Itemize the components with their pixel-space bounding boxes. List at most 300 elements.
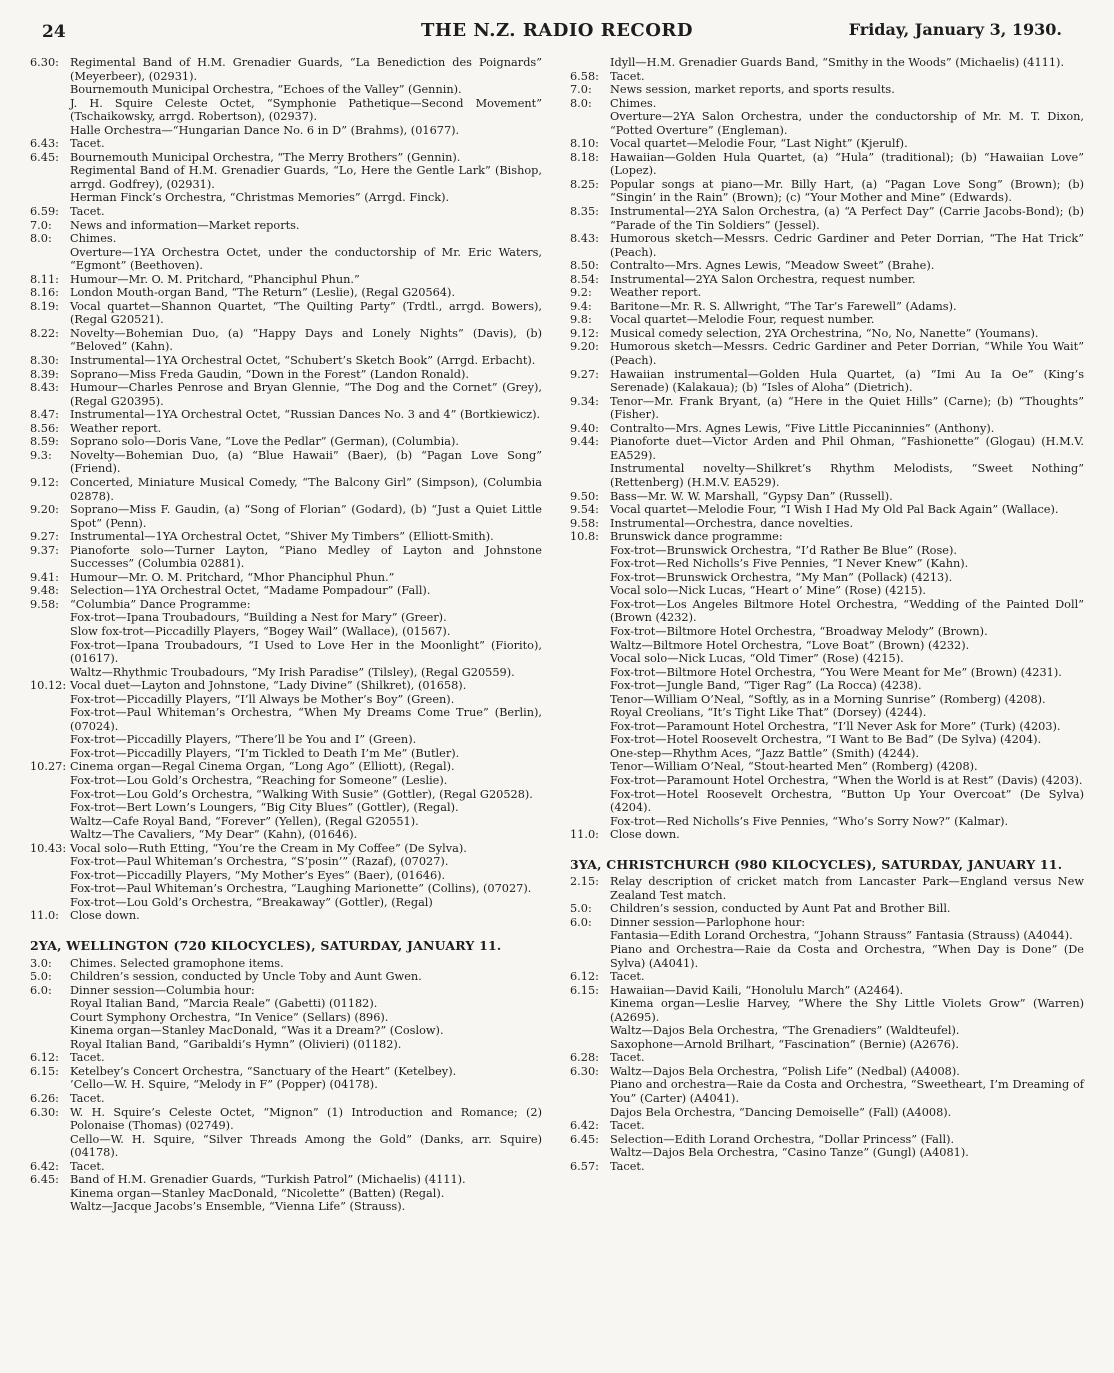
listing-entry: [30, 83, 542, 97]
listing-entry: [30, 503, 542, 530]
entry-text: Selection—1YA Orchestral Octet, “Madame Pompadour” (Fall).: [70, 584, 431, 598]
entry-time: 9.27:: [30, 530, 59, 544]
entry-time: 8.19:: [30, 299, 59, 313]
listing-entry: [570, 435, 1084, 462]
listing-entry: [570, 313, 1084, 327]
entry-text: Vocal quartet—Melodie Four, “I Wish I Had My Old Pal Back Again” (Wallace).: [610, 503, 1059, 517]
entry-time: 6.45:: [30, 150, 59, 164]
listing-entry: [570, 544, 1084, 558]
entry-text: Tacet.: [70, 1159, 105, 1173]
entry-time: 8.11:: [30, 272, 59, 286]
listing-entry: [30, 1065, 542, 1079]
listing-entry: [30, 435, 542, 449]
entry-text: Waltz—Dajos Bela Orchestra, “Polish Life” (Nedbal) (A4008).: [610, 1064, 960, 1078]
listing-entry: [570, 56, 1084, 70]
listing-entry: [570, 273, 1084, 287]
listing-entry: [30, 408, 542, 422]
listing-entry: [30, 957, 542, 971]
listing-entry: [570, 300, 1084, 314]
listing-entry: [30, 611, 542, 625]
listing-entry: [30, 191, 542, 205]
entry-text: Dinner session—Parlophone hour:: [610, 915, 806, 929]
entry-text: Soprano—Miss Freda Gaudin, “Down in the Forest” (Landon Ronald).: [70, 367, 469, 381]
entry-text: Bass—Mr. W. W. Marshall, “Gypsy Dan” (Russell).: [610, 489, 893, 503]
entry-time: 9.58:: [30, 597, 59, 611]
listing-entry: [30, 1200, 542, 1214]
listing-entry: [570, 517, 1084, 531]
entry-text: Vocal solo—Nick Lucas, “Old Timer” (Rose) (4215).: [610, 652, 904, 666]
listing-entry: [30, 774, 542, 788]
listing-entry: [30, 368, 542, 382]
entry-text: Contralto—Mrs. Agnes Lewis, “Meadow Sweet” (Brahe).: [610, 259, 935, 273]
entry-text: Chimes.: [610, 96, 657, 110]
listing-entry: [570, 1051, 1084, 1065]
entry-time: 5.0:: [570, 902, 592, 916]
entry-text: Novelty—Bohemian Duo, (a) “Happy Days and Lonely Nights” (Davis), (b) “Beloved” (Kahn).: [70, 326, 542, 354]
entry-time: 8.35:: [570, 205, 599, 219]
listing-entry: [30, 584, 542, 598]
entry-text: Dinner session—Columbia hour:: [70, 983, 255, 997]
listing-entry: [30, 530, 542, 544]
listing-entry: [570, 110, 1084, 137]
entry-time: 6.15:: [570, 983, 599, 997]
page-header: [0, 0, 1114, 50]
listing-entry: [30, 571, 542, 585]
entry-text: Novelty—Bohemian Duo, (a) “Blue Hawaii” (Baer), (b) “Pagan Love Song” (Friend).: [70, 448, 542, 476]
listing-entry: [30, 476, 542, 503]
entry-text: Tacet.: [610, 69, 645, 83]
entry-text: Vocal solo—Nick Lucas, “Heart o’ Mine” (Rose) (4215).: [610, 584, 926, 598]
page-number: 24: [42, 22, 66, 42]
entry-text: Pianoforte duet—Victor Arden and Phil Ohman, “Fashionette” (Glogau) (H.M.V. EA529).: [610, 435, 1084, 462]
entry-time: 9.41:: [30, 570, 59, 584]
listing-entry: [570, 571, 1084, 585]
entry-time: 9.12:: [570, 326, 599, 340]
entry-text: Fox-trot—Jungle Band, “Tiger Rag” (La Rocca) (4238).: [610, 679, 922, 693]
entry-time: 6.30:: [570, 1064, 599, 1078]
entry-time: 8.18:: [570, 150, 599, 164]
entry-time: 8.43:: [30, 381, 59, 395]
entry-time: 8.10:: [570, 137, 599, 151]
entry-text: Close down.: [610, 828, 680, 842]
entry-text: Selection—Edith Lorand Orchestra, “Dollar Princess” (Fall).: [610, 1132, 955, 1146]
listing-entry: [30, 760, 542, 774]
left-column: [30, 56, 542, 1214]
entry-time: 8.47:: [30, 408, 59, 422]
entry-text: Tacet.: [70, 1092, 105, 1106]
listing-entry: [30, 354, 542, 368]
entry-text: Vocal quartet—Melodie Four, request number.: [610, 313, 875, 327]
entry-time: 6.30:: [30, 1105, 59, 1119]
entry-time: 10.27:: [30, 760, 67, 774]
entry-text: W. H. Squire’s Celeste Octet, “Mignon” (1) Introduction and Romance; (2) Polonaise (Thomas) (02749).: [70, 1105, 542, 1133]
listing-entry: [570, 679, 1084, 693]
listing-entry: [30, 970, 542, 984]
entry-time: 10.12:: [30, 679, 67, 693]
entry-text: Tenor—William O’Neal, “Softly, as in a Morning Sunrise” (Romberg) (4208).: [610, 692, 1046, 706]
entry-time: 6.58:: [570, 69, 599, 83]
entry-text: Humour—Mr. O. M. Pritchard, “Phanciphul Phun.”: [70, 272, 360, 286]
entry-text: Idyll—H.M. Grenadier Guards Band, “Smithy in the Woods” (Michaelis) (4111).: [610, 56, 1065, 69]
entry-time: 9.8:: [570, 313, 592, 327]
listing-entry: [570, 83, 1084, 97]
listing-entry: [30, 1038, 542, 1052]
entry-text: Fox-trot—Red Nicholls’s Five Pennies, “Who’s Sorry Now?” (Kalmar).: [610, 814, 1009, 828]
entry-text: One-step—Rhythm Aces, “Jazz Battle” (Smith) (4244).: [610, 746, 920, 760]
listing-entry: [30, 869, 542, 883]
entry-time: 8.39:: [30, 367, 59, 381]
entry-text: Soprano solo—Doris Vane, “Love the Pedlar” (German), (Columbia).: [70, 435, 459, 449]
entry-text: Humorous sketch—Messrs. Cedric Gardiner and Peter Dorrian, “While You Wait” (Peach).: [610, 340, 1084, 368]
entry-text: Fox-trot—Piccadilly Players, “My Mother’s Eyes” (Baer), (01646).: [70, 868, 446, 882]
entry-text: Fox-trot—Lou Gold’s Orchestra, “Breakaway” (Gottler), (Regal): [70, 895, 433, 909]
entry-time: 10.8:: [570, 530, 599, 544]
listing-entry: [30, 693, 542, 707]
entry-time: 2.15:: [570, 875, 599, 889]
entry-time: 6.12:: [30, 1051, 59, 1065]
listing-entry: [570, 1133, 1084, 1147]
listing-entry: [30, 855, 542, 869]
entry-text: Weather report.: [70, 421, 162, 435]
entry-text: Regimental Band of H.M. Grenadier Guards, “La Benediction des Poignards” (Meyerbeer), (02931).: [70, 56, 542, 83]
listing-entry: [570, 584, 1084, 598]
listing-entry: [570, 997, 1084, 1024]
entry-text: Vocal quartet—Shannon Quartet, “The Quilting Party” (Trdtl., arrgd. Bowers), (Regal G20521).: [70, 299, 542, 327]
listing-entry: [570, 788, 1084, 815]
entry-text: Musical comedy selection, 2YA Orchestrina, “No, No, Nanette” (Youmans).: [610, 326, 1039, 340]
entry-text: Baritone—Mr. R. S. Allwright, “The Tar’s Farewell” (Adams).: [610, 299, 957, 313]
entry-text: Fox-trot—Brunswick Orchestra, “I’d Rather Be Blue” (Rose).: [610, 543, 957, 557]
listing-entry: [570, 530, 1084, 544]
entry-time: 8.30:: [30, 354, 59, 368]
entry-text: Halle Orchestra—“Hungarian Dance No. 6 in D” (Brahms), (01677).: [70, 123, 460, 137]
entry-text: Vocal duet—Layton and Johnstone, “Lady Divine” (Shilkret), (01658).: [70, 679, 467, 693]
listing-entry: [30, 997, 542, 1011]
entry-text: Fox-trot—Ipana Troubadours, “Building a Nest for Mary” (Greer).: [70, 611, 447, 625]
listing-entry: [30, 1051, 542, 1065]
entry-time: 9.50:: [570, 489, 599, 503]
listing-entry: [30, 842, 542, 856]
listing-entry: [570, 503, 1084, 517]
listing-entry: [30, 828, 542, 842]
listing-entry: [30, 625, 542, 639]
listing-entry: [30, 598, 542, 612]
listing-entry: [30, 666, 542, 680]
listing-entry: [570, 984, 1084, 998]
entry-text: Tacet.: [70, 137, 105, 151]
listing-entry: [30, 747, 542, 761]
entry-text: Waltz—Biltmore Hotel Orchestra, “Love Boat” (Brown) (4232).: [610, 638, 970, 652]
listing-entry: [30, 286, 542, 300]
entry-text: Kinema organ—Stanley MacDonald, “Was it a Dream?” (Coslow).: [70, 1024, 444, 1038]
listing-entry: [570, 1038, 1084, 1052]
entry-time: 6.57:: [570, 1159, 599, 1173]
listing-entry: [570, 286, 1084, 300]
entry-text: Instrumental—2YA Salon Orchestra, request number.: [610, 272, 916, 286]
entry-text: Fox-trot—Paramount Hotel Orchestra, “When the World is at Rest” (Davis) (4203).: [610, 773, 1083, 787]
entry-text: Fox-trot—Lou Gold’s Orchestra, “Reaching for Someone” (Leslie).: [70, 773, 448, 787]
entry-time: 8.0:: [570, 96, 592, 110]
entry-text: Children’s session, conducted by Uncle Toby and Aunt Gwen.: [70, 970, 422, 984]
entry-text: Band of H.M. Grenadier Guards, “Turkish Patrol” (Michaelis) (4111).: [70, 1173, 466, 1187]
entry-text: Fox-trot—Piccadilly Players, “I’m Tickled to Death I’m Me” (Butler).: [70, 746, 460, 760]
listing-entry: [30, 232, 542, 246]
listing-entry: [30, 1173, 542, 1187]
listing-entry: [30, 1078, 542, 1092]
listing-entry: [570, 666, 1084, 680]
entry-time: 6.42:: [30, 1159, 59, 1173]
entry-text: Overture—1YA Orchestra Octet, under the conductorship of Mr. Eric Waters, “Egmont” (Beethoven).: [70, 245, 542, 273]
right-column: [570, 56, 1084, 1173]
listing-entry: [30, 124, 542, 138]
listing-entry: [570, 639, 1084, 653]
entry-text: “Columbia” Dance Programme:: [70, 597, 251, 611]
listing-entry: [570, 747, 1084, 761]
entry-text: London Mouth-organ Band, “The Return” (Leslie), (Regal G20564).: [70, 286, 456, 300]
entry-text: Ketelbey’s Concert Orchestra, “Sanctuary of the Heart” (Ketelbey).: [70, 1064, 457, 1078]
listing-entry: [30, 56, 542, 83]
entry-text: Bournemouth Municipal Orchestra, “The Merry Brothers” (Gennin).: [70, 150, 461, 164]
entry-text: Pianoforte solo—Turner Layton, “Piano Medley of Layton and Johnstone Successes” (Columbia 02881).: [70, 543, 542, 571]
entry-time: 11.0:: [570, 828, 599, 842]
entry-text: Cinema organ—Regal Cinema Organ, “Long Ago” (Elliott), (Regal).: [70, 760, 455, 774]
entry-text: ’Cello—W. H. Squire, “Melody in F” (Popper) (04178).: [70, 1078, 378, 1092]
entry-time: 6.28:: [570, 1051, 599, 1065]
entry-text: Fox-trot—Biltmore Hotel Orchestra, “You Were Meant for Me” (Brown) (4231).: [610, 665, 1062, 679]
entry-text: Tacet.: [70, 1051, 105, 1065]
entry-text: Fox-trot—Biltmore Hotel Orchestra, “Broadway Melody” (Brown).: [610, 624, 988, 638]
entry-time: 8.56:: [30, 421, 59, 435]
listing-entry: [570, 902, 1084, 916]
listing-entry: [30, 801, 542, 815]
entry-text: Instrumental—Orchestra, dance novelties.: [610, 516, 854, 530]
entry-text: Fox-trot—Piccadilly Players, “I’ll Always be Mother’s Boy” (Green).: [70, 692, 455, 706]
listing-entry: [570, 720, 1084, 734]
entry-text: Weather report.: [610, 286, 702, 300]
entry-text: Waltz—The Cavaliers, “My Dear” (Kahn), (01646).: [70, 828, 358, 842]
entry-text: Instrumental—1YA Orchestral Octet, “Russian Dances No. 3 and 4” (Bortkiewicz).: [70, 408, 541, 422]
listing-entry: [570, 1065, 1084, 1079]
listing-entry: [30, 882, 542, 896]
entry-time: 6.30:: [30, 56, 59, 69]
entry-text: Fox-trot—Paul Whiteman’s Orchestra, “Laughing Marionette” (Collins), (07027).: [70, 882, 532, 896]
entry-time: 6.45:: [570, 1132, 599, 1146]
entry-text: Fox-trot—Piccadilly Players, “There’ll be You and I” (Green).: [70, 733, 417, 747]
entry-text: Regimental Band of H.M. Grenadier Guards, “Lo, Here the Gentle Lark” (Bishop, arrgd. Godfrey), (02931).: [70, 164, 542, 191]
listing-entry: [570, 340, 1084, 367]
entry-text: Close down.: [70, 909, 140, 923]
entry-time: 9.3:: [30, 448, 52, 462]
listing-entry: [30, 1187, 542, 1201]
entry-time: 7.0:: [570, 83, 592, 97]
listing-entry: [30, 151, 542, 165]
listing-entry: [30, 1024, 542, 1038]
entry-text: Overture—2YA Salon Orchestra, under the conductorship of Mr. M. T. Dixon, “Potted Overture” (Engleman).: [610, 110, 1084, 137]
listing-entry: [30, 896, 542, 910]
listing-entry: [30, 1011, 542, 1025]
entry-text: Fox-trot—Hotel Roosevelt Orchestra, “Button Up Your Overcoat” (De Sylva) (4204).: [610, 787, 1084, 815]
entry-text: Brunswick dance programme:: [610, 530, 783, 544]
entry-text: Chimes. Selected gramophone items.: [70, 956, 284, 970]
entry-time: 6.0:: [570, 915, 592, 929]
entry-text: Royal Italian Band, “Marcia Reale” (Gabetti) (01182).: [70, 997, 378, 1011]
entry-text: Concerted, Miniature Musical Comedy, “The Balcony Girl” (Simpson), (Columbia 02878).: [70, 475, 542, 503]
entry-text: Soprano—Miss F. Gaudin, (a) “Song of Florian” (Godard), (b) “Just a Quiet Little Spot” (Penn).: [70, 503, 542, 530]
listing-entry: [570, 706, 1084, 720]
entry-time: 7.0:: [30, 218, 52, 232]
listing-entry: [570, 970, 1084, 984]
entry-text: Waltz—Cafe Royal Band, “Forever” (Yellen), (Regal G20551).: [70, 814, 419, 828]
entry-text: Dajos Bela Orchestra, “Dancing Demoiselle” (Fall) (A4008).: [610, 1105, 952, 1119]
entry-time: 9.58:: [570, 516, 599, 530]
listing-entry: [30, 300, 542, 327]
listing-entry: [570, 693, 1084, 707]
entry-text: Fox-trot—Red Nicholls’s Five Pennies, “I Never Knew” (Kahn).: [610, 557, 969, 571]
entry-time: 8.54:: [570, 272, 599, 286]
listing-entry: [570, 462, 1084, 489]
entry-time: 3.0:: [30, 956, 52, 970]
entry-text: Herman Finck’s Orchestra, “Christmas Memories” (Arrgd. Finck).: [70, 191, 450, 205]
listing-entry: [570, 652, 1084, 666]
entry-time: 6.0:: [30, 983, 52, 997]
listing-entry: [570, 232, 1084, 259]
listing-entry: [570, 875, 1084, 902]
listing-entry: [30, 1160, 542, 1174]
entry-text: Tenor—Mr. Frank Bryant, (a) “Here in the Quiet Hills” (Carne); (b) “Thoughts” (Fisher).: [610, 394, 1084, 422]
entry-text: Court Symphony Orchestra, “In Venice” (Sellars) (896).: [70, 1010, 389, 1024]
entry-text: Tacet.: [610, 1159, 645, 1173]
entry-text: Tacet.: [610, 1051, 645, 1065]
entry-time: 9.48:: [30, 584, 59, 598]
entry-text: Hawaiian instrumental—Golden Hula Quartet, (a) “Imi Au Ia Oe” (King’s Serenade) (Kalakaua); (b) “Isles of Aloha” (Dietrich).: [610, 367, 1084, 395]
listing-entry: [570, 422, 1084, 436]
listing-entry: [570, 760, 1084, 774]
entry-text: Contralto—Mrs. Agnes Lewis, “Five Little Piccaninnies” (Anthony).: [610, 421, 995, 435]
listing-entry: [30, 137, 542, 151]
entry-time: 8.59:: [30, 435, 59, 449]
listing-entry: [570, 70, 1084, 84]
entry-time: 8.0:: [30, 232, 52, 246]
listing-entry: [30, 984, 542, 998]
entry-time: 9.12:: [30, 475, 59, 489]
listing-entry: [570, 1078, 1084, 1105]
entry-text: Children’s session, conducted by Aunt Pat and Brother Bill.: [610, 902, 951, 916]
listing-entry: [30, 1106, 542, 1133]
listing-entry: [570, 1024, 1084, 1038]
listing-entry: [30, 381, 542, 408]
entry-text: Saxophone—Arnold Brilhart, “Fascination” (Bernie) (A2676).: [610, 1037, 959, 1051]
entry-text: News and information—Market reports.: [70, 218, 300, 232]
listing-entry: [570, 828, 1084, 842]
entry-text: Hawaiian—Golden Hula Quartet, (a) “Hula” (traditional); (b) “Hawaiian Love” (Lopez).: [610, 150, 1084, 178]
listing-entry: [570, 327, 1084, 341]
entry-text: Fox-trot—Paul Whiteman’s Orchestra, “When My Dreams Come True” (Berlin), (07024).: [70, 706, 542, 733]
listing-entry: [30, 733, 542, 747]
listing-entry: [30, 909, 542, 923]
entry-time: 8.25:: [570, 177, 599, 191]
listing-entry: [30, 639, 542, 666]
entry-text: Waltz—Dajos Bela Orchestra, “Casino Tanze” (Gungl) (A4081).: [610, 1146, 969, 1160]
entry-text: Fox-trot—Paramount Hotel Orchestra, “I’ll Never Ask for More” (Turk) (4203).: [610, 719, 1061, 733]
listing-entry: [570, 733, 1084, 747]
entry-text: Piano and Orchestra—Raie da Costa and Orchestra, “When Day is Done” (De Sylva) (A4041).: [610, 943, 1084, 970]
listing-entry: [570, 97, 1084, 111]
listing-entry: [30, 164, 542, 191]
entry-time: 8.43:: [570, 232, 599, 246]
listing-entry: [570, 815, 1084, 829]
listing-entry: [570, 205, 1084, 232]
entry-text: Vocal quartet—Melodie Four, “Last Night” (Kjerulf).: [610, 137, 908, 151]
listing-entry: [30, 327, 542, 354]
entry-text: Slow fox-trot—Piccadilly Players, “Bogey Wail” (Wallace), (01567).: [70, 624, 451, 638]
listing-entry: [30, 1133, 542, 1160]
entry-time: 9.20:: [30, 503, 59, 517]
entry-time: 5.0:: [30, 970, 52, 984]
entry-text: Instrumental—2YA Salon Orchestra, (a) “A Perfect Day” (Carrie Jacobs-Bond); (b) “Parade of the Tin Soldiers” (Jessel).: [610, 205, 1084, 232]
entry-time: 8.50:: [570, 259, 599, 273]
entry-time: 10.43:: [30, 841, 67, 855]
entry-text: Fox-trot—Los Angeles Biltmore Hotel Orchestra, “Wedding of the Painted Doll” (Brown (4232).: [610, 597, 1084, 625]
entry-text: Tenor—William O’Neal, “Stout-hearted Men” (Romberg) (4208).: [610, 760, 978, 774]
entry-text: Hawaiian—David Kaili, “Honolulu March” (A2464).: [610, 983, 904, 997]
listing-entry: [570, 178, 1084, 205]
entry-text: Cello—W. H. Squire, “Silver Threads Among the Gold” (Danks, arr. Squire) (04178).: [70, 1132, 542, 1160]
entry-text: Waltz—Dajos Bela Orchestra, “The Grenadiers” (Waldteufel).: [610, 1024, 960, 1038]
listing-entry: [570, 1160, 1084, 1174]
entry-text: Tacet.: [70, 205, 105, 219]
entry-time: 8.22:: [30, 326, 59, 340]
entry-text: Waltz—Jacque Jacobs’s Ensemble, “Vienna Life” (Strauss).: [70, 1200, 406, 1214]
entry-time: 9.2:: [570, 286, 592, 300]
entry-time: 6.59:: [30, 205, 59, 219]
publication-title: THE N.Z. RADIO RECORD: [421, 20, 693, 41]
entry-text: Tacet.: [610, 970, 645, 984]
listing-entry: [30, 788, 542, 802]
entry-text: Humour—Mr. O. M. Pritchard, “Mhor Phanciphul Phun.”: [70, 570, 395, 584]
listing-entry: [30, 815, 542, 829]
listing-entry: [570, 137, 1084, 151]
entry-time: 6.45:: [30, 1173, 59, 1187]
entry-text: Instrumental—1YA Orchestral Octet, “Schubert’s Sketch Book” (Arrgd. Erbacht).: [70, 354, 536, 368]
entry-time: 9.40:: [570, 421, 599, 435]
listing-entry: [570, 943, 1084, 970]
entry-time: 6.43:: [30, 137, 59, 151]
entry-text: Relay description of cricket match from Lancaster Park—England versus New Zealand Test match.: [610, 875, 1084, 902]
entry-text: Humour—Charles Penrose and Bryan Glennie, “The Dog and the Cornet” (Grey), (Regal G20395).: [70, 381, 542, 408]
entry-time: 8.16:: [30, 286, 59, 300]
entry-text: Fox-trot—Paul Whiteman’s Orchestra, “S’posin’” (Razaf), (07027).: [70, 855, 449, 869]
entry-text: Fantasia—Edith Lorand Orchestra, “Johann Strauss” Fantasia (Strauss) (A4044).: [610, 929, 1073, 943]
entry-time: 9.20:: [570, 340, 599, 354]
station-heading-2ya: 2YA, WELLINGTON (720 KILOCYCLES), SATURDAY, JANUARY 11.: [30, 938, 502, 953]
listing-entry: [570, 774, 1084, 788]
entry-text: Royal Creolians, “It’s Tight Like That” (Dorsey) (4244).: [610, 706, 927, 720]
entry-text: News session, market reports, and sports results.: [610, 83, 895, 97]
listing-entry: [570, 368, 1084, 395]
listing-entry: [30, 246, 542, 273]
listing-entry: [570, 259, 1084, 273]
entry-text: Humorous sketch—Messrs. Cedric Gardiner and Peter Dorrian, “The Hat Trick” (Peach).: [610, 232, 1084, 259]
entry-time: 9.54:: [570, 503, 599, 517]
entry-text: Bournemouth Municipal Orchestra, “Echoes of the Valley” (Gennin).: [70, 83, 462, 97]
listing-entry: [30, 205, 542, 219]
listing-entry: [30, 679, 542, 693]
entry-time: 11.0:: [30, 909, 59, 923]
listing-entry: [570, 1106, 1084, 1120]
entry-text: Kinema organ—Leslie Harvey, “Where the Shy Little Violets Grow” (Warren) (A2695).: [610, 997, 1084, 1024]
entry-text: Fox-trot—Lou Gold’s Orchestra, “Walking With Susie” (Gottler), (Regal G20528).: [70, 787, 533, 801]
listing-entry: [570, 598, 1084, 625]
